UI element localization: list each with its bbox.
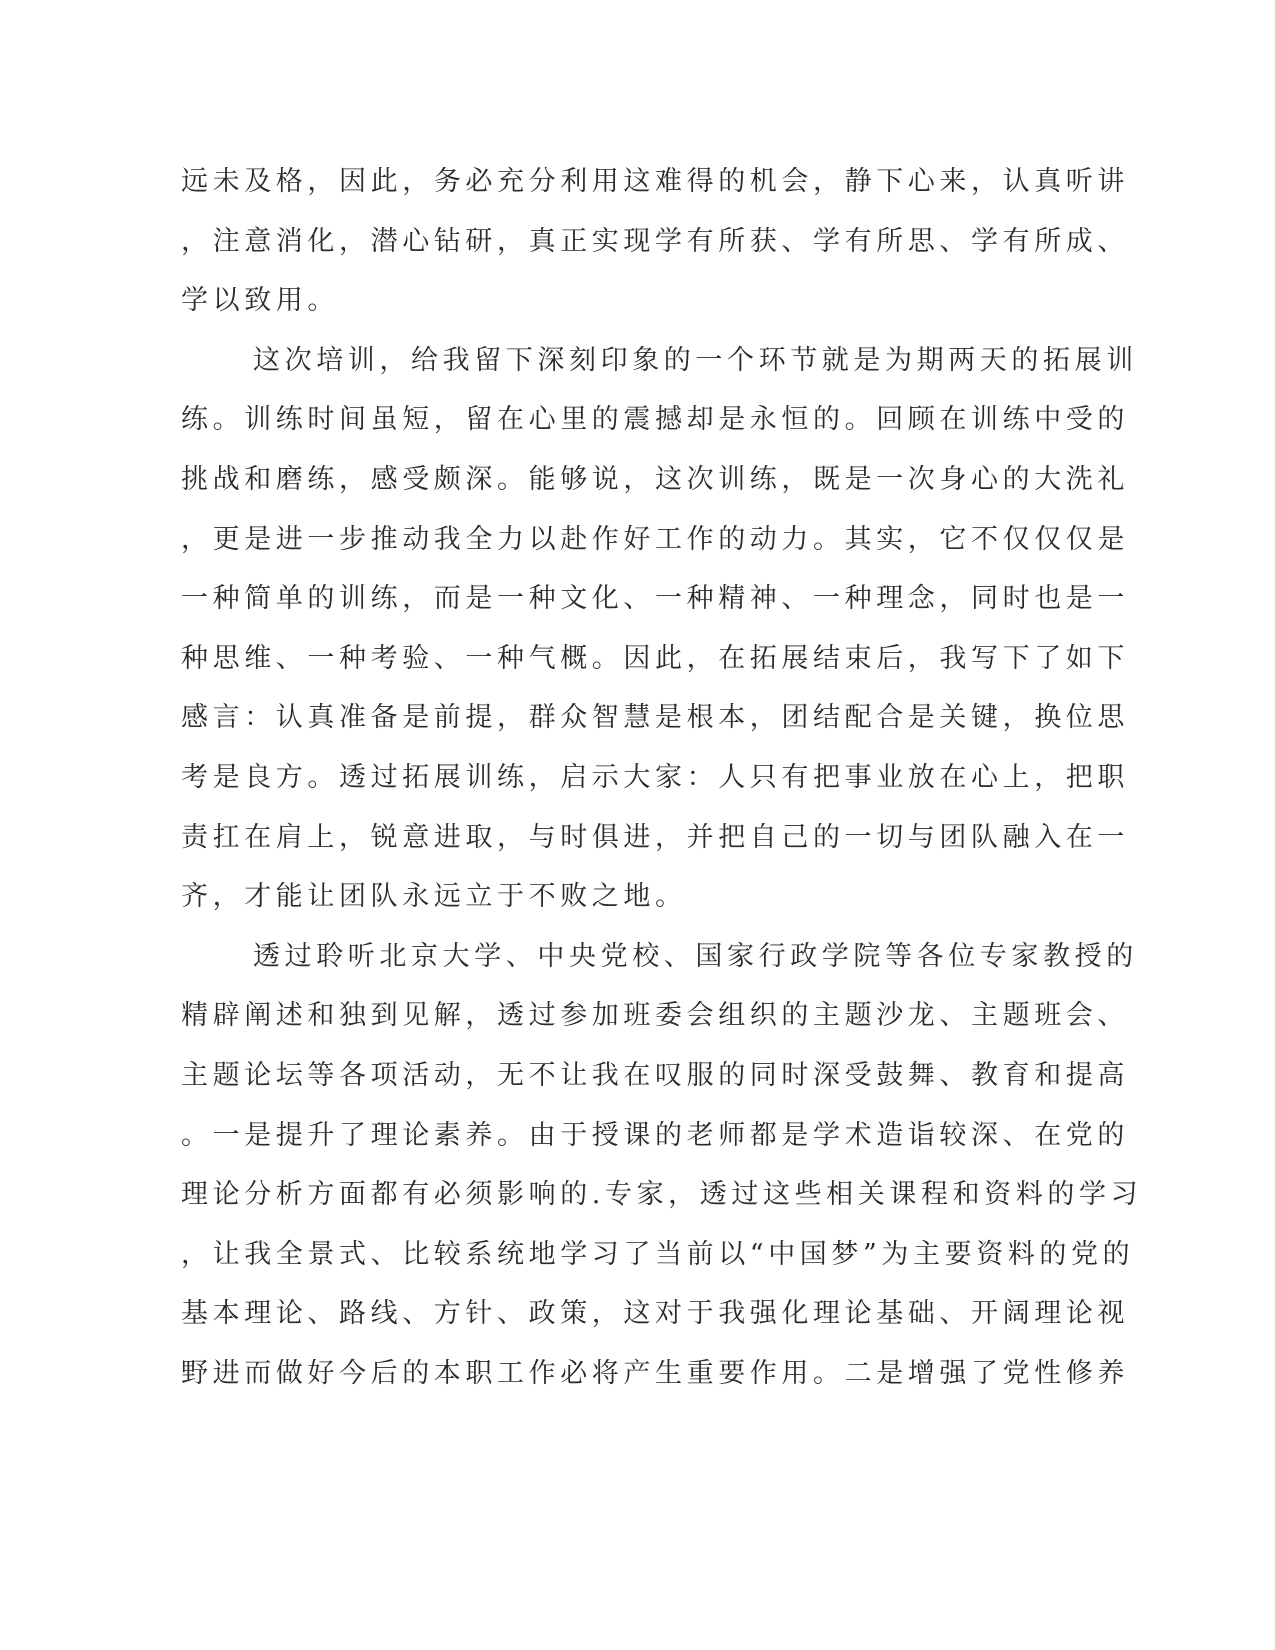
text-line: 考是良方。透过拓展训练，启示大家：人只有把事业放在心上，把职: [181, 761, 1129, 793]
text-line: 。一是提升了理论素养。由于授课的老师都是学术造诣较深、在党的: [181, 1119, 1129, 1151]
text-line: ，更是进一步推动我全力以赴作好工作的动力。其实，它不仅仅仅是: [181, 523, 1129, 555]
text-line: 远未及格，因此，务必充分利用这难得的机会，静下心来，认真听讲: [181, 166, 1129, 197]
paragraph-first-line: 这次培训，给我留下深刻印象的一个环节就是为期两天的拓展训: [253, 344, 1138, 376]
text-line: ，注意消化，潜心钻研，真正实现学有所获、学有所思、学有所成、: [181, 225, 1129, 257]
text-line: 齐，才能让团队永远立于不败之地。: [181, 881, 687, 913]
text-line: 练。训练时间虽短，留在心里的震撼却是永恒的。回顾在训练中受的: [181, 404, 1129, 436]
text-line: 理论分析方面都有必须影响的.专家，透过这些相关课程和资料的学习: [181, 1179, 1143, 1211]
text-line: 野进而做好今后的本职工作必将产生重要作用。二是增强了党性修养: [181, 1357, 1129, 1389]
text-line: 一种简单的训练，而是一种文化、一种精神、一种理念，同时也是一: [181, 583, 1129, 615]
text-line: 主题论坛等各项活动，无不让我在叹服的同时深受鼓舞、教育和提高: [181, 1059, 1129, 1091]
text-line: 挑战和磨练，感受颇深。能够说，这次训练，既是一次身心的大洗礼: [181, 463, 1129, 495]
text-line: 责扛在肩上，锐意进取，与时俱进，并把自己的一切与团队融入在一: [181, 821, 1129, 853]
text-line: 学以致用。: [181, 285, 339, 317]
text-line: 感言：认真准备是前提，群众智慧是根本，团结配合是关键，换位思: [181, 702, 1129, 734]
text-line: 精辟阐述和独到见解，透过参加班委会组织的主题沙龙、主题班会、: [181, 1000, 1129, 1032]
text-line: 基本理论、路线、方针、政策，这对于我强化理论基础、开阔理论视: [181, 1298, 1129, 1330]
body-text: [181, 160, 1143, 1411]
paragraph-first-line: 透过聆听北京大学、中央党校、国家行政学院等各位专家教授的: [253, 940, 1138, 972]
text-line: ，让我全景式、比较系统地学习了当前以“中国梦”为主要资料的党的: [181, 1238, 1135, 1270]
text-line: 种思维、一种考验、一种气概。因此，在拓展结束后，我写下了如下: [181, 642, 1129, 674]
